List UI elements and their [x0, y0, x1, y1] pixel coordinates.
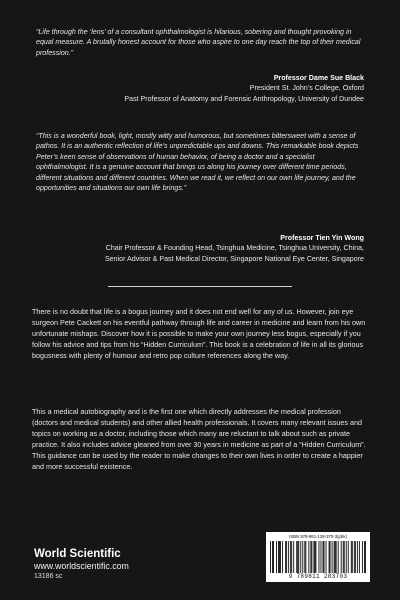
endorser-affiliation: President St. John’s College, Oxford	[249, 84, 364, 93]
barcode-bar	[334, 541, 335, 573]
barcode-bar	[332, 541, 333, 573]
endorser-block-1	[124, 73, 364, 104]
barcode-bar	[314, 541, 315, 573]
barcode-bar	[336, 541, 337, 573]
barcode-bar	[305, 541, 306, 573]
barcode-bar	[315, 541, 316, 573]
barcode-bar	[273, 541, 274, 573]
barcode-bar	[298, 541, 299, 573]
endorser-name-2: Professor Tien Yin Wong	[280, 234, 364, 242]
barcode-bar	[335, 541, 336, 573]
endorser-affiliation: Past Professor of Anatomy and Forensic Anthropology, University of Dundee	[124, 94, 364, 103]
barcode-bar	[352, 541, 353, 573]
barcode-bar	[344, 541, 345, 573]
barcode-bar	[357, 541, 358, 573]
barcode-bar	[297, 541, 298, 573]
endorsement-quote-1: “Life through the ‘lens’ of a consultant ophthalmologist is hilarious, sobering and thought provoking in equal measure. A brutally honest account for those who aspire to one day reach the top of their medical profession.”	[36, 28, 361, 57]
barcode-bar	[343, 541, 344, 573]
barcode-bar	[323, 541, 324, 573]
barcode-bar	[300, 541, 301, 573]
barcode-bar	[338, 541, 339, 573]
barcode-bar	[293, 541, 294, 573]
barcode-bar	[311, 541, 312, 573]
barcode-bar	[302, 541, 303, 573]
barcode-digits: 9 789811 283703	[288, 573, 348, 580]
barcode-bar	[319, 541, 320, 573]
barcode-bar	[321, 541, 322, 573]
barcode-bar	[272, 541, 273, 573]
barcode-bar	[280, 541, 281, 573]
barcode-bar	[286, 541, 287, 573]
barcode-bar	[313, 541, 314, 573]
barcode-bar	[291, 541, 292, 573]
isbn-barcode	[266, 532, 370, 582]
description-paragraph-1: There is no doubt that life is a bogus journey and it does not end well for any of us. However, join eye surgeon Pete Cackett on his eventful pathway through life and career in medicine and learn from his own unfortunate mishaps. Discover how it is possible to make your own journey less bogus, especially if you follow his advice and tips from his “Hidden Curriculum”. This book is a celebration of life in all its glorious bogusness with plenty of humour and retro pop culture references along the way.	[32, 307, 366, 360]
endorser-affiliation: Chair Professor & Founding Head, Tsinghua Medicine, Tsinghua University, China,	[105, 244, 364, 253]
section-divider	[108, 286, 292, 287]
barcode-bar	[308, 541, 309, 573]
barcode-bar	[324, 541, 325, 573]
publisher-code: 13186 sc	[34, 573, 63, 580]
barcode-bar	[310, 541, 311, 573]
barcode-bar	[341, 541, 342, 573]
endorser-name-1: Professor Dame Sue Black	[273, 74, 364, 82]
barcode-bar	[279, 541, 280, 573]
endorser-affiliation: Senior Advisor & Past Medical Director, Singapore National Eye Center, Singapore	[104, 254, 364, 263]
publisher-name: World Scientific	[34, 548, 121, 560]
barcode-bar	[326, 541, 327, 573]
barcode-bar	[285, 541, 286, 573]
barcode-bar	[351, 541, 352, 573]
barcode-bar	[296, 541, 297, 573]
barcode-bar	[365, 541, 366, 573]
barcode-bar	[282, 541, 283, 573]
barcode-bar	[355, 541, 356, 573]
barcode-bar	[276, 541, 277, 573]
barcode-bar	[330, 541, 331, 573]
barcode-bar	[329, 541, 330, 573]
isbn-label: ISBN 978-981-128-370-3(pbk)	[289, 534, 347, 539]
barcode-bar	[354, 541, 355, 573]
barcode-bar	[362, 541, 363, 573]
barcode-bar	[290, 541, 291, 573]
publisher-block	[34, 548, 129, 582]
barcode-bar	[364, 541, 365, 573]
barcode-bar	[359, 541, 360, 573]
barcode-bar	[288, 541, 289, 573]
endorsement-quote-2: “This is a wonderful book, light, mostly witty and humorous, but sometimes bittersweet with a sense of pathos. It is an authentic reflection of life’s unpredictable ups and downs. This remarkable book depicts Peter’s keen sense of observations of human behavior, of being a doctor and a specialist ophthalmologist. It is a genuine account that brings us along his journey over different time periods, different situations and different countries. When we read it, we reflect on our own life journey, and the opportunities and situations our own life brings.”	[36, 132, 359, 193]
barcode-bar	[348, 541, 349, 573]
barcode-bar	[304, 541, 305, 573]
barcode-bar	[270, 541, 271, 573]
barcode-bar	[346, 541, 347, 573]
barcode-bars	[270, 541, 366, 573]
endorser-block-2	[105, 233, 364, 264]
description-paragraph-2: This a medical autobiography and is the first one which directly addresses the medical profession (doctors and medical students) and other allied health professionals. It covers many relevant issues and topics on working as a doctor, including those which many are reluctant to talk about such as private practice. It also includes advice gleaned from over 30 years in medicine as part of a “Hidden Curriculum”. This guidance can be used by the reader to make changes to their own lives in order to create a happier and more successful existence.	[32, 407, 366, 471]
barcode-bar	[278, 541, 279, 573]
publisher-url: www.worldscientific.com	[34, 561, 129, 571]
